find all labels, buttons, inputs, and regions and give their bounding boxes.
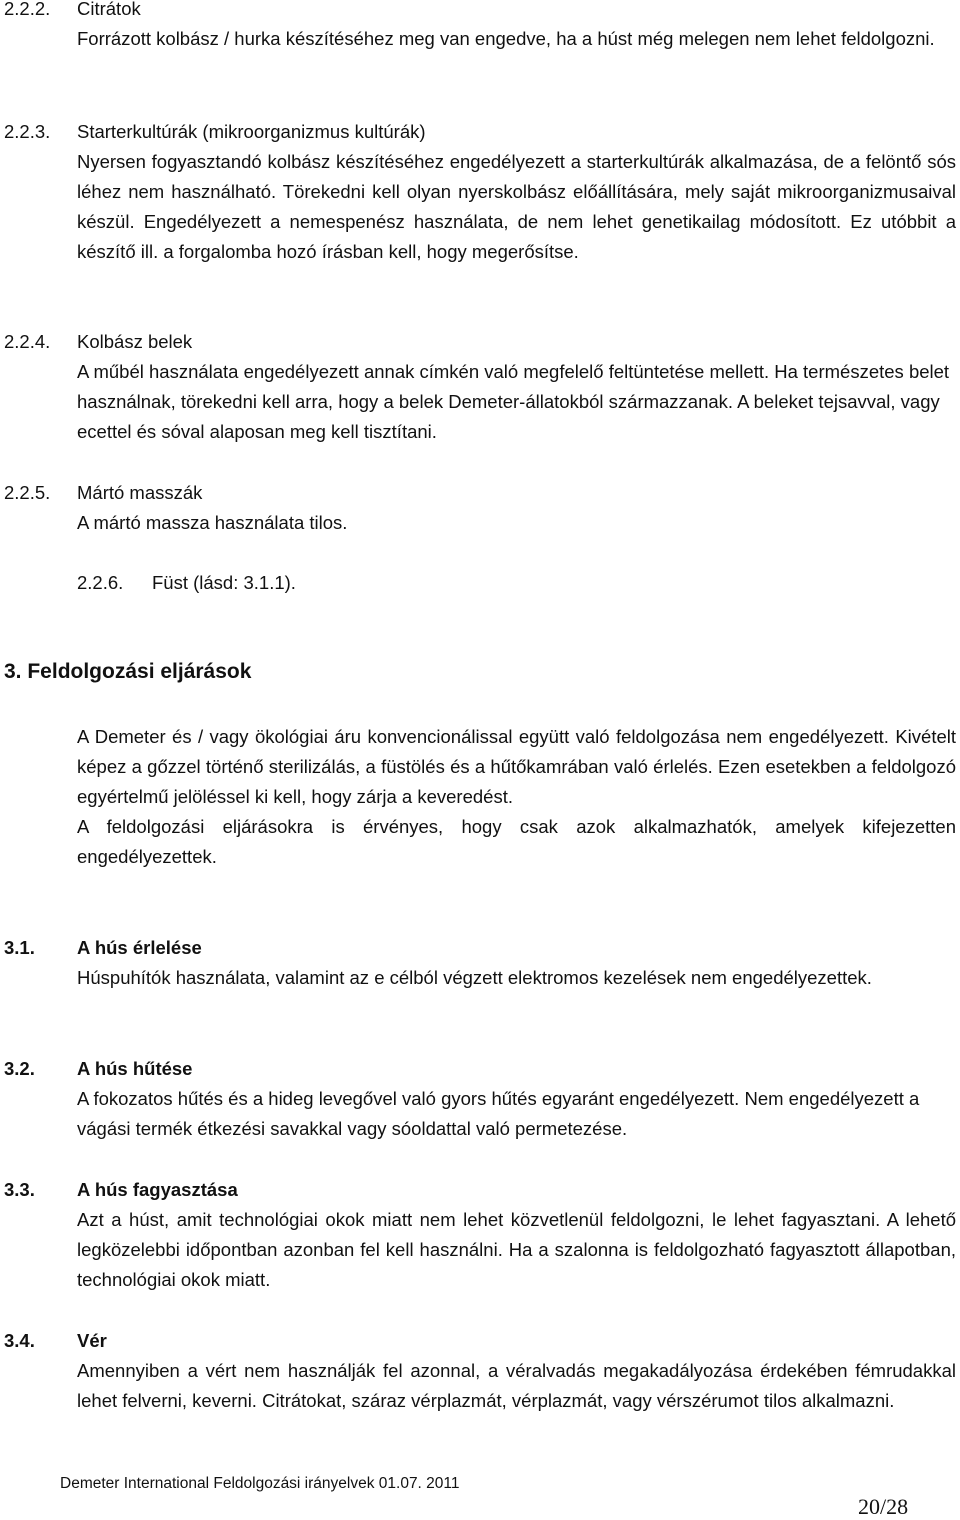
section-number: 2.2.2. bbox=[4, 0, 51, 19]
section-title: A hús fagyasztása bbox=[77, 1179, 238, 1200]
paragraph: A Demeter és / vagy ökológiai áru konvencionálissal együtt való feldolgozása nem engedélyezett. Kivételt képez a gőzzel történő sterilizálás, a füstölés és a hűtőkamrában való érlelés. Ezen esetekben a feldolgozó egyértelmű jelöléssel ki kell, hogy zárja a keveredést. bbox=[77, 726, 956, 807]
section-number: 2.2.4. bbox=[4, 331, 51, 352]
section-number: 2.2.6. bbox=[77, 572, 124, 593]
section-title: Füst (lásd: 3.1.1). bbox=[152, 572, 296, 593]
section-text: A műbél használata engedélyezett annak címkén való megfelelő feltüntetése mellett. Ha természetes belet használnak, törekedni kell arra, hogy a belek Demeter-állatokból származzanak. A beleket tejsavval, vagy ecettel és sóval alaposan meg kell tisztítani. bbox=[77, 361, 950, 442]
footer-document-title: Demeter International Feldolgozási irányelvek 01.07. 2011 bbox=[60, 1475, 460, 1492]
section-title: Citrátok bbox=[77, 0, 141, 19]
chapter-intro bbox=[77, 722, 956, 872]
section-text: A fokozatos hűtés és a hideg levegővel való gyors hűtés egyaránt engedélyezett. Nem engedélyezett a vágási termék étkezési savakkal vagy sóoldattal való permetezése. bbox=[77, 1088, 920, 1139]
page-number: 20/28 bbox=[858, 1494, 909, 1519]
section-number: 2.2.5. bbox=[4, 482, 51, 503]
section-number: 2.2.3. bbox=[4, 121, 51, 142]
section-number: 3.1. bbox=[4, 937, 35, 958]
section-text: A mártó massza használata tilos. bbox=[77, 512, 348, 533]
section-text: Azt a húst, amit technológiai okok miatt nem lehet közvetlenül feldolgozni, le lehet fagyasztani. A lehető legközelebbi időpontban azonban fel kell használni. Ha a szalonna is feldolgozható fagyasztott állapotban, technológiai okok miatt. bbox=[77, 1209, 956, 1290]
section-title: Mártó masszák bbox=[77, 482, 203, 503]
section-title: Kolbász belek bbox=[77, 331, 193, 352]
section-text: Forrázott kolbász / hurka készítéséhez meg van engedve, ha a húst még melegen nem lehet feldolgozni. bbox=[77, 28, 935, 49]
section-number: 3.4. bbox=[4, 1330, 35, 1351]
section-title: Starterkultúrák (mikroorganizmus kultúrák) bbox=[77, 121, 426, 142]
section-title: A hús érlelése bbox=[77, 937, 202, 958]
section-title: A hús hűtése bbox=[77, 1058, 193, 1079]
section-number: 3.3. bbox=[4, 1179, 35, 1200]
section-title: Vér bbox=[77, 1330, 107, 1351]
chapter-heading: 3. Feldolgozási eljárások bbox=[4, 660, 252, 683]
section-text: Húspuhítók használata, valamint az e célból végzett elektromos kezelések nem engedélyezettek. bbox=[77, 967, 872, 988]
paragraph: A feldolgozási eljárásokra is érvényes, hogy csak azok alkalmazhatók, amelyek kifejezetten engedélyezettek. bbox=[77, 816, 956, 867]
section-text: Nyersen fogyasztandó kolbász készítéséhez engedélyezett a starterkultúrák alkalmazása, de a felöntő sós léhez nem használható. Törekedni kell olyan nyerskolbász előállítására, mely saját mikroorganizmusaival készül. Engedélyezett a nemespenész használata, de nem lehet genetikailag módosított. Ez utóbbit a készítő ill. a forgalomba hozó írásban kell, hogy megerősítse. bbox=[77, 151, 956, 262]
section-number: 3.2. bbox=[4, 1058, 35, 1079]
section-text: Amennyiben a vért nem használják fel azonnal, a véralvadás megakadályozása érdekében fémrudakkal lehet felverni, keverni. Citrátokat, száraz vérplazmát, vérplazmát, vagy vérszérumot tilos alkalmazni. bbox=[77, 1360, 956, 1411]
